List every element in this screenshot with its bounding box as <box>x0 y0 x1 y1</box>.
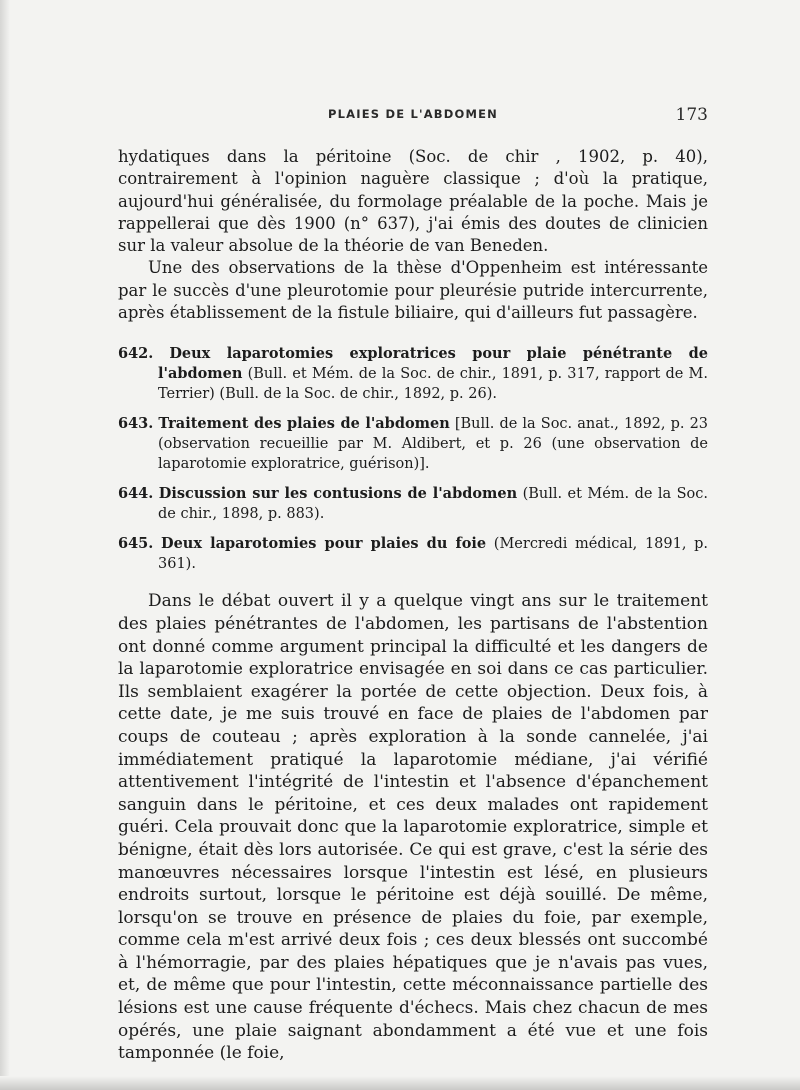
reference-citation: (Bull. et Mém. de la Soc. de chir., 1898, p. 883). <box>158 486 708 523</box>
reference-number: 643. <box>118 415 154 433</box>
reference-item <box>118 414 708 474</box>
reference-citation: (Bull. et Mém. de la Soc. de chir., 1891, p. 317, rapport de M. Terrier) (Bull. de la Soc. de chir., 1892, p. 26). <box>158 366 708 403</box>
page-gutter-shadow <box>0 0 10 1090</box>
body-paragraph: Dans le débat ouvert il y a quelque vingt ans sur le traitement des plaies pénétrantes de l'abdomen, les partisans de l'abstention ont donné comme argument principal la difficulté et les dangers de la laparotomie exploratrice envisagée en soi dans ce cas particulier. Ils semblaient exagérer la portée de cette objection. Deux fois, à cette date, je me suis trouvé en face de plaies de l'abdomen par coups de couteau ; après exploration à la sonde cannelée, j'ai immédiatement pratiqué la laparotomie médiane, j'ai vérifié attentivement l'intégrité de l'intestin et l'absence d'épanchement sanguin dans le péritoine, et ces deux malades ont rapidement guéri. Cela prouvait donc que la laparotomie exploratrice, simple et bénigne, était dès lors autorisée. Ce qui est grave, c'est la série des manœuvres nécessaires lorsque l'intestin est lésé, en plusieurs endroits surtout, lorsque le péritoine est déjà souillé. De même, lorsqu'on se trouve en présence de plaies du foie, par exemple, comme cela m'est arrivé deux fois ; ces deux blessés ont succombé à l'hémorragie, par des plaies hépatiques que je n'avais pas vues, et, de même que pour l'intestin, cette méconnaissance partielle des lésions est une cause fréquente d'échecs. Mais chez chacun de mes opérés, une plaie saignant abondamment a été vue et une fois tamponnée (le foie, <box>118 591 708 1064</box>
running-head <box>118 105 708 129</box>
page-content <box>118 146 708 1065</box>
reference-citation: [Bull. de la Soc. anat., 1892, p. 23 (observation recueillie par M. Aldibert, et p. 26 (une observation de laparotomie exploratrice, guérison)]. <box>158 416 709 473</box>
reference-item <box>118 344 708 404</box>
reference-citation: (Mercredi médical, 1891, p. 361). <box>158 536 709 573</box>
reference-item <box>118 534 708 574</box>
reference-list <box>118 344 708 574</box>
reference-item <box>118 484 708 524</box>
reference-title: Deux laparotomies exploratrices pour plaie pénétrante de l'abdomen <box>158 345 708 383</box>
paragraph-2: Une des observations de la thèse d'Oppenheim est intéressante par le succès d'une pleurotomie pour pleurésie putride intercurrente, après établissement de la fistule biliaire, qui d'ailleurs fut passagère. <box>118 258 708 323</box>
reference-title: Deux laparotomies pour plaies du foie <box>161 535 487 553</box>
reference-number: 645. <box>118 535 154 553</box>
running-title: PLAIES DE L'ABDOMEN <box>327 107 499 121</box>
page-number: 173 <box>675 105 708 125</box>
paragraph-1: hydatiques dans la péritoine (Soc. de chir , 1902, p. 40), contrairement à l'opinion naguère classique ; d'où la pratique, aujourd'hui généralisée, du formolage préalable de la poche. Mais je rappellerai que dès 1900 (n° 637), j'ai émis des doutes de clinicien sur la valeur absolue de la théorie de van Beneden. <box>118 147 708 256</box>
reference-title: Traitement des plaies de l'abdomen <box>158 415 450 433</box>
page-bottom-shadow <box>0 1076 800 1090</box>
reference-title: Discussion sur les contusions de l'abdomen <box>158 485 518 503</box>
reference-number: 644. <box>118 485 154 503</box>
reference-number: 642. <box>118 345 154 363</box>
